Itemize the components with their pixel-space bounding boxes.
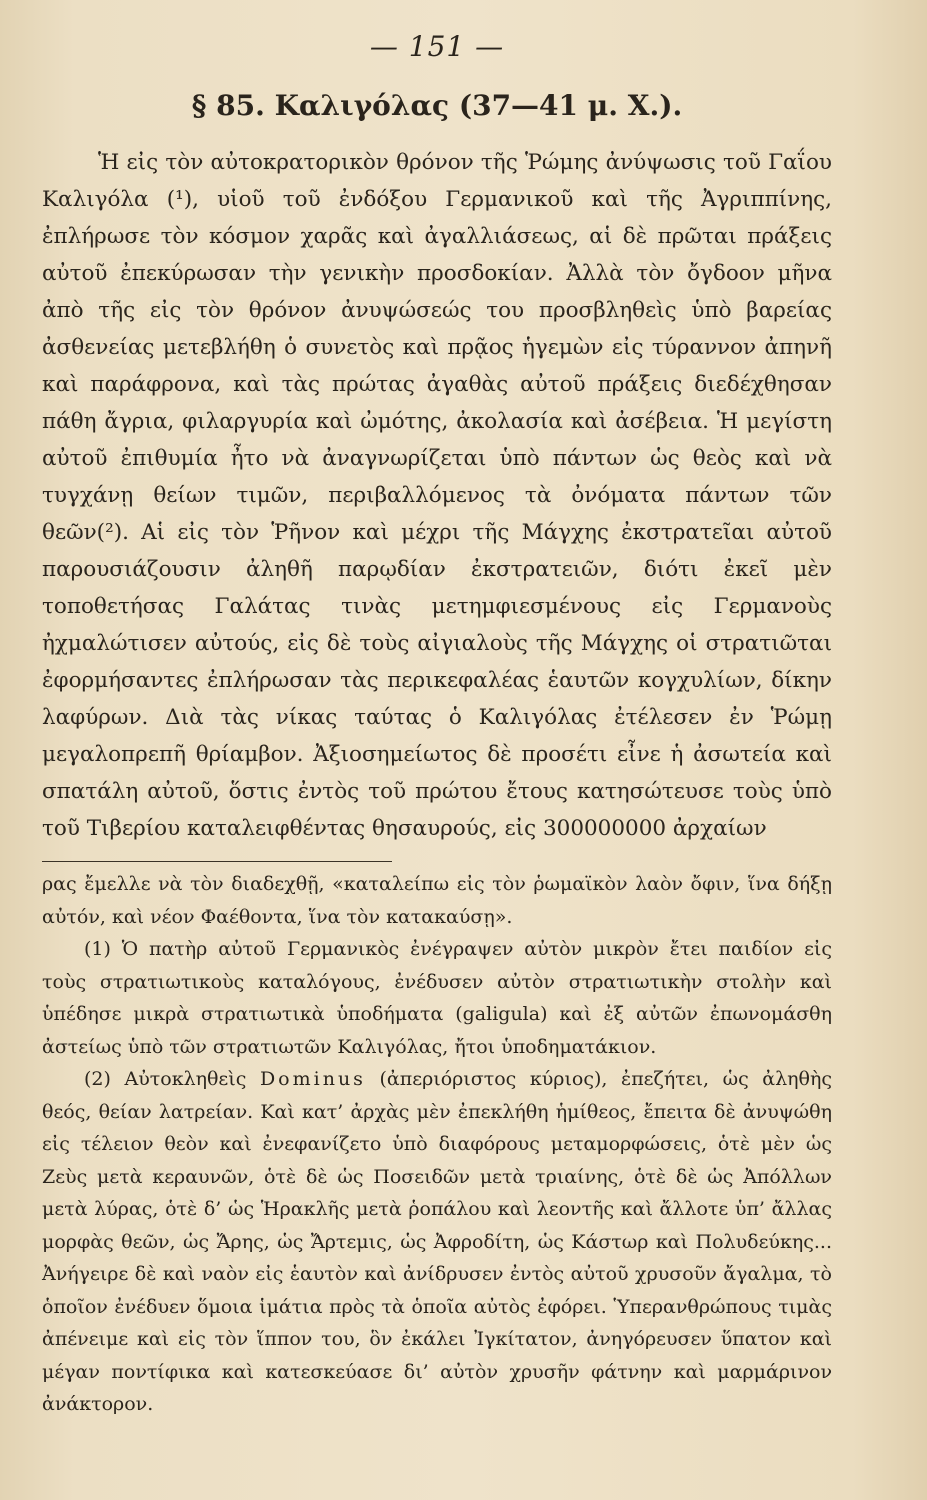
footnote-1: (1) Ὁ πατὴρ αὐτοῦ Γερμανικὸς ἐνέγραψεν αὐτὸν μικρὸν ἔτει παιδίον εἰς τοὺς στρατιωτικοὺς καταλόγους, ἐνέδυσεν αὐτὸν στρατιωτικὴν στολὴν καὶ ὑπέδησε μικρὰ στρατιωτικὰ ὑποδήματα (galigula) καὶ ἐξ αὐτῶν ἐπωνομάσθη ἀστείως ὑπὸ τῶν στρατιωτῶν Καλιγόλας, ἤτοι ὑποδηματάκιον.	[42, 938, 832, 1058]
footnotes	[42, 868, 832, 1421]
page-number: — 151 —	[369, 30, 505, 63]
footnote-2-dominus: Dominus	[259, 1068, 366, 1090]
footnote-2-start: (2) Αὐτοκληθεὶς	[84, 1068, 247, 1090]
main-paragraph: Ἡ εἰς τὸν αὐτοκρατορικὸν θρόνον τῆς Ῥώμης ἀνύψωσις τοῦ Γαΐου Καλιγόλα (¹), υἱοῦ τοῦ ἐνδόξου Γερμανικοῦ καὶ τῆς Ἀγριππίνης, ἐπλήρωσε τὸν κόσμον χαρᾶς καὶ ἀγαλλιάσεως, αἱ δὲ πρῶται πράξεις αὐτοῦ ἐπεκύρωσαν τὴν γενικὴν προσδοκίαν. Ἀλλὰ τὸν ὄγδοον μῆνα ἀπὸ τῆς εἰς τὸν θρόνον ἀνυψώσεώς του προσβληθεὶς ὑπὸ βαρείας ἀσθενείας μετεβλήθη ὁ συνετὸς καὶ πρᾷος ἡγεμὼν εἰς τύραννον ἀπηνῆ καὶ παράφρονα, καὶ τὰς πρώτας ἀγαθὰς αὐτοῦ πράξεις διεδέχθησαν πάθη ἄγρια, φιλαργυρία καὶ ὠμότης, ἀκολασία καὶ ἀσέβεια. Ἡ μεγίστη αὐτοῦ ἐπιθυμία ἦτο νὰ ἀναγνωρίζεται ὑπὸ πάντων ὡς θεὸς καὶ νὰ τυγχάνῃ θείων τιμῶν, περιβαλλόμενος τὰ ὀνόματα πάντων τῶν θεῶν(²). Αἱ εἰς τὸν Ῥῆνον καὶ μέχρι τῆς Μάγχης ἐκστρατεῖαι αὐτοῦ παρουσιάζουσιν ἀληθῆ παρῳδίαν ἐκστρατειῶν, διότι ἐκεῖ μὲν τοποθετήσας Γαλάτας τινὰς μετημφιεσμένους εἰς Γερμανοὺς ἠχμαλώτισεν αὐτούς, εἰς δὲ τοὺς αἰγιαλοὺς τῆς Μάγχης οἱ στρατιῶται ἐφορμήσαντες ἐπλήρωσαν τὰς περικεφαλέας ἑαυτῶν κογχυλίων, δίκην λαφύρων. Διὰ τὰς νίκας ταύτας ὁ Καλιγόλας ἐτέλεσεν ἐν Ῥώμῃ μεγαλοπρεπῆ θρίαμβον. Ἀξιοσημείωτος δὲ προσέτι εἶνε ἡ ἀσωτεία καὶ σπατάλη αὐτοῦ, ὅστις ἐντὸς τοῦ πρώτου ἔτους κατησώτευσε τοὺς ὑπὸ τοῦ Τιβερίου καταλειφθέντας θησαυρούς, εἰς 300000000 ἀρχαίων	[42, 150, 832, 841]
footnote-2	[42, 1063, 832, 1421]
footnote-2-rest: (ἀπεριόριστος κύριος), ἐπεζήτει, ὡς ἀληθὴς θεός, θείαν λατρείαν. Καὶ κατ’ ἀρχὰς μὲν ἐπεκλήθη ἡμίθεος, ἔπειτα δὲ ἀνυψώθη εἰς τέλειον θεὸν καὶ ἐνεφανίζετο ὑπὸ διαφόρους μεταμορφώσεις, ὁτὲ μὲν ὡς Ζεὺς μετὰ κεραυνῶν, ὁτὲ δὲ ὡς Ποσειδῶν μετὰ τριαίνης, ὁτὲ δὲ ὡς Ἀπόλλων μετὰ λύρας, ὁτὲ δ’ ὡς Ἡρακλῆς μετὰ ῥοπάλου καὶ λεοντῆς καὶ ἄλλοτε ὑπ’ ἄλλας μορφὰς θεῶν, ὡς Ἄρης, ὡς Ἄρτεμις, ὡς Ἀφροδίτη, ὡς Κάστωρ καὶ Πολυδεύκης... Ἀνήγειρε δὲ καὶ ναὸν εἰς ἑαυτὸν καὶ ἀνίδρυσεν ἐντὸς αὐτοῦ χρυσοῦν ἄγαλμα, τὸ ὁποῖον ἐνέδυεν ὅμοια ἱμάτια πρὸς τὰ ὁποῖα αὐτὸς ἐφόρει. Ὑπερανθρώπους τιμὰς ἀπένειμε καὶ εἰς τὸν ἵππον του, ὃν ἐκάλει Ἰγκίτατον, ἀνηγόρευσεν ὕπατον καὶ μέγαν ποντίφικα καὶ κατεσκεύασε δι’ αὐτὸν χρυσῆν φάτνην καὶ μαρμάρινον ἀνάκτορον.	[42, 1068, 833, 1415]
footnote-rule	[42, 861, 392, 862]
main-text	[42, 144, 832, 847]
section-heading: § 85. Καλιγόλας (37—41 μ. Χ.).	[191, 89, 683, 122]
footnote-continuation: ρας ἔμελλε νὰ τὸν διαδεχθῇ, «καταλείπω εἰς τὸν ῥωμαϊκὸν λαὸν ὄφιν, ἵνα δήξῃ αὐτόν, καὶ νέον Φαέθοντα, ἵνα τὸν κατακαύσῃ».	[42, 873, 832, 928]
